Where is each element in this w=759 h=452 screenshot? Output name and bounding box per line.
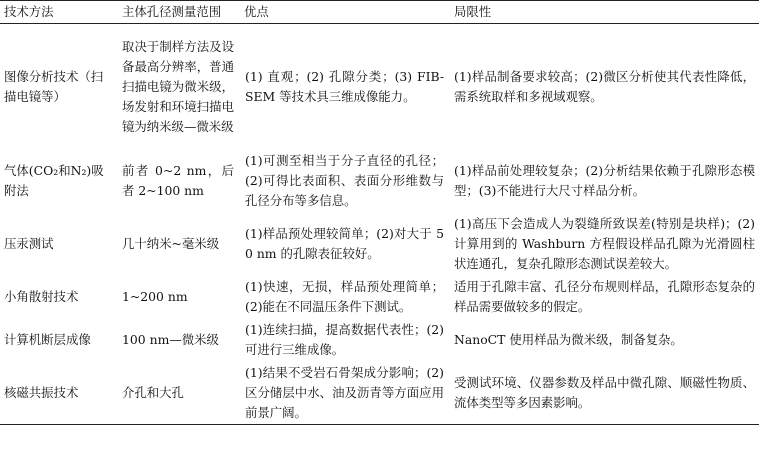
cell-range: 几十纳米~毫米级 — [122, 236, 220, 251]
cell-range: 前者 0~2 nm，后者 2~100 nm — [122, 163, 234, 198]
cell-advantages: (1)结果不受岩石骨架成分影响；(2)区分储层中水、油及沥青等方面应用前景广阔。 — [245, 365, 444, 420]
header-range: 主体孔径测量范围 — [122, 4, 222, 19]
cell-limitations: 受测试环境、仪器参数及样品中微孔隙、顺磁性物质、流体类型等多因素影响。 — [454, 375, 755, 410]
cell-limitations: (1)样品前处理较复杂；(2)分析结果依赖于孔隙形态模型；(3)不能进行大尺寸样品分析。 — [454, 163, 755, 198]
table-body — [0, 24, 759, 425]
cell-range: 介孔和大孔 — [122, 385, 184, 400]
cell-range: 取决于制样方法及设备最高分辨率，普通扫描电镜为微米级，场发射和环境扫描电镜为纳米级—微米级 — [122, 39, 234, 134]
table-row — [0, 212, 759, 276]
cell-range: 1~200 nm — [122, 289, 188, 304]
table-row — [0, 24, 759, 151]
cell-advantages: (1)可测至相当于分子直径的孔径；(2)可得比表面积、表面分形维数与孔径分布等多信息。 — [245, 153, 444, 208]
header-advantages: 优点 — [244, 4, 269, 19]
header-limitations: 局限性 — [454, 4, 492, 19]
cell-advantages: (1) 直观；(2) 孔隙分类；(3) FIB-SEM 等技术具三维成像能力。 — [245, 69, 444, 104]
cell-method: 小角散射技术 — [4, 289, 79, 304]
cell-limitations: (1)样品制备要求较高；(2)微区分析使其代表性降低，需系统取样和多视域观察。 — [454, 69, 755, 104]
cell-limitations: 适用于孔隙丰富、孔径分布规则样品，孔隙形态复杂的样品需要做较多的假定。 — [454, 279, 755, 314]
cell-limitations: NanoCT 使用样品为微米级，制备复杂。 — [454, 332, 683, 347]
header-row — [0, 1, 759, 24]
header-method: 技术方法 — [4, 4, 54, 19]
cell-advantages: (1)快速，无损，样品预处理简单；(2)能在不同温压条件下测试。 — [245, 279, 444, 314]
table-row — [0, 318, 759, 362]
cell-method: 图像分析技术（扫描电镜等） — [4, 69, 104, 104]
table-row — [0, 276, 759, 318]
cell-method: 气体(CO₂和N₂)吸附法 — [4, 163, 104, 198]
cell-method: 压汞测试 — [4, 236, 54, 251]
table-header — [0, 1, 759, 24]
cell-limitations: (1)高压下会造成人为裂缝所致误差(特别是块样)；(2)计算用到的 Washburn 方程假设样品孔隙为光滑圆柱状连通孔，复杂孔隙形态测试误差较大。 — [454, 216, 755, 271]
cell-advantages: (1)连续扫描，提高数据代表性；(2)可进行三维成像。 — [245, 322, 444, 357]
cell-method: 计算机断层成像 — [4, 332, 91, 347]
table-row — [0, 150, 759, 212]
cell-range: 100 nm—微米级 — [122, 332, 219, 347]
cell-method: 核磁共振技术 — [4, 385, 79, 400]
cell-advantages: (1)样品预处理较简单；(2)对大于 50 nm 的孔隙表征较好。 — [245, 226, 444, 261]
table-row — [0, 362, 759, 425]
